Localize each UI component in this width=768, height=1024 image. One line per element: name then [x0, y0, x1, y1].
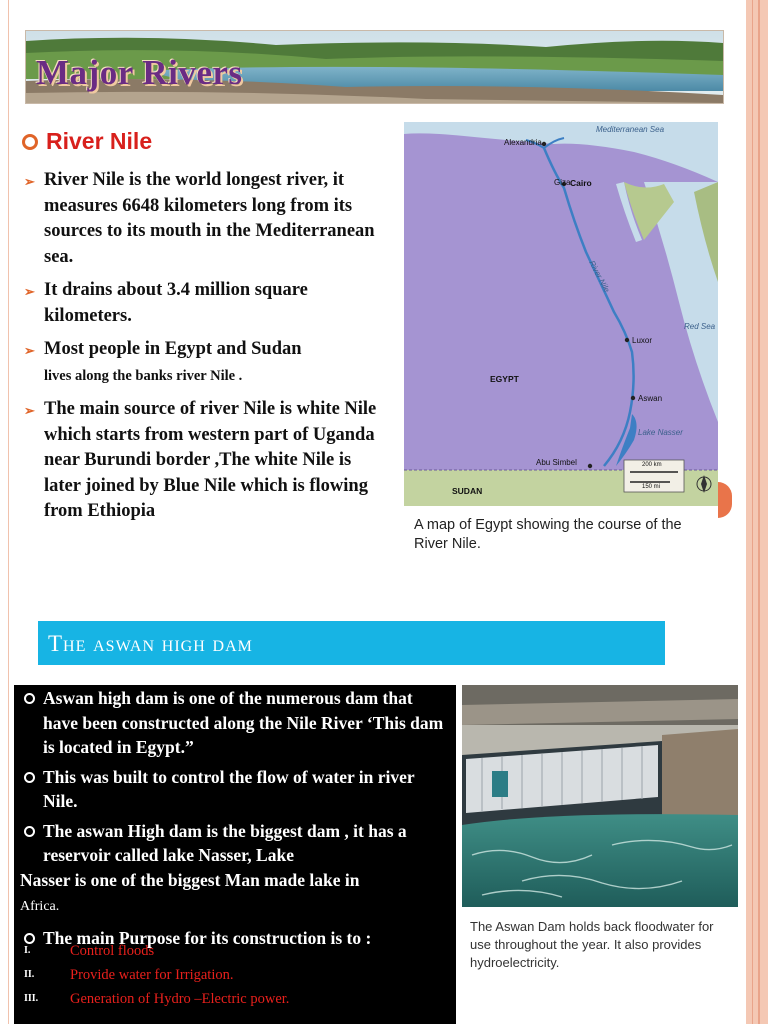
circle-bullet-icon	[22, 134, 38, 150]
map-label-luxor: Luxor	[632, 336, 653, 345]
map-label-giza: Giza	[554, 178, 571, 187]
circle-bullet-icon	[24, 772, 35, 783]
list-item: The aswan High dam is the biggest dam , it has a reservoir called lake Nasser, Lake	[20, 819, 450, 868]
list-item-continued: Nasser is one of the biggest Man made lake in Africa.	[20, 869, 360, 914]
right-border-line-thin	[752, 0, 753, 1024]
map-label-alexandria: Alexandria	[504, 138, 542, 147]
list-item: ➢ The main source of river Nile is white Nile which starts from western part of Uganda near Burundi border ,The white Nile is later joined by Blue Nile which is flowing from Ethiopia	[24, 399, 377, 521]
arrow-bullet-icon: ➢	[24, 284, 35, 299]
dam-illustration	[462, 685, 738, 907]
map-label-sudan: SUDAN	[452, 486, 483, 496]
map-label-cairo: Cairo	[570, 178, 592, 188]
circle-bullet-icon	[24, 826, 35, 837]
purpose-list	[24, 939, 444, 1011]
purpose-item: II. Provide water for Irrigation.	[24, 967, 234, 983]
arrow-bullet-icon: ➢	[24, 343, 35, 358]
map-scale-km: 200 km	[642, 462, 662, 468]
purpose-item: I. Control floods	[24, 943, 155, 959]
map-label-egypt: EGYPT	[490, 374, 519, 384]
list-item: ➢ Most people in Egypt and Sudan lives along the banks river Nile .	[24, 339, 302, 384]
arrow-bullet-icon: ➢	[24, 403, 35, 418]
list-item: ➢ River Nile is the world longest river, it measures 6648 kilometers long from its sources to its mouth in the Mediterranean sea.	[24, 170, 375, 267]
list-item: This was built to control the flow of water in river Nile.	[20, 765, 450, 814]
right-border-line	[758, 0, 760, 1024]
list-item: ➢ It drains about 3.4 million square kilometers.	[24, 280, 308, 326]
aswan-dam-photo	[462, 685, 738, 907]
title-banner	[25, 30, 724, 104]
arrow-bullet-icon: ➢	[24, 174, 35, 189]
right-decorative-border	[746, 0, 768, 1024]
map-label-red-sea: Red Sea	[684, 322, 716, 331]
aswan-bullet-list	[20, 686, 450, 950]
aswan-heading: The aswan high dam	[48, 631, 253, 656]
purpose-item: III. Generation of Hydro –Electric power.	[24, 991, 290, 1007]
river-nile-heading-text: River Nile	[46, 128, 153, 154]
list-item: Aswan high dam is one of the numerous dam that have been constructed along the Nile River ‘This dam is located in Egypt.”	[20, 686, 450, 760]
map-label-river-nile: River Nile	[587, 259, 612, 294]
list-item: The main Purpose for its construction is to :	[20, 926, 450, 951]
map-label-mediterranean: Mediterranean Sea	[596, 125, 665, 134]
map-scale-mi: 150 mi	[642, 484, 661, 490]
egypt-map	[404, 122, 718, 506]
dam-photo-caption: The Aswan Dam holds back floodwater for use throughout the year. It also provides hydroelectricity.	[470, 919, 714, 970]
aswan-heading-bar	[38, 621, 665, 665]
left-border-line	[8, 0, 9, 1024]
banner-title: Major Rivers	[36, 53, 243, 92]
map-label-aswan: Aswan	[638, 394, 663, 403]
map-label-abu-simbel: Abu Simbel	[536, 458, 577, 467]
circle-bullet-icon	[24, 693, 35, 704]
nile-bullet-list	[20, 168, 390, 533]
map-caption: A map of Egypt showing the course of the River Nile.	[414, 517, 682, 552]
map-label-lake-nasser: Lake Nasser	[638, 428, 683, 437]
river-nile-heading	[22, 128, 152, 155]
